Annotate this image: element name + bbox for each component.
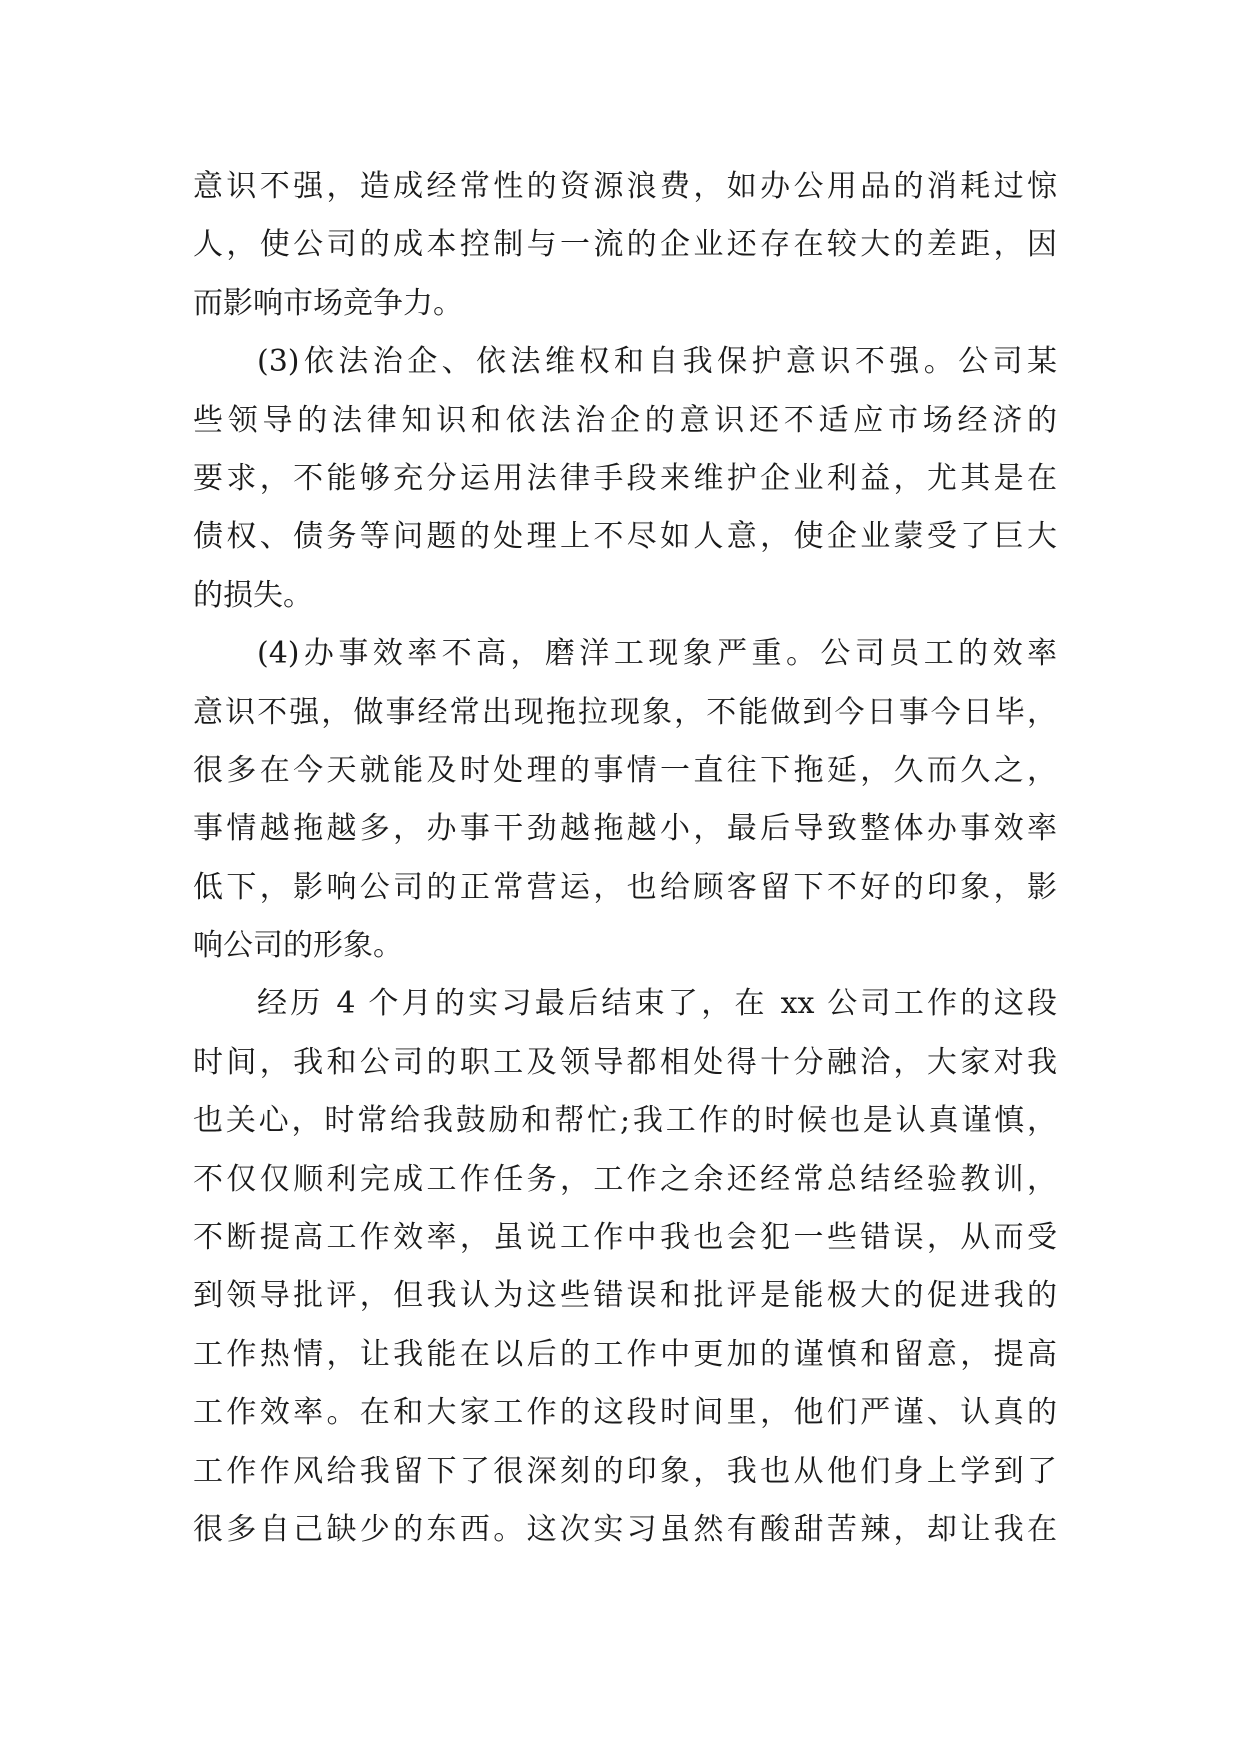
text-line: 也关心，时常给我鼓励和帮忙;我工作的时候也是认真谨慎， [193, 1103, 1057, 1139]
text-line: 事情越拖越多，办事干劲越拖越小，最后导致整体办事效率 [193, 811, 1057, 847]
paragraph-first-line: (4)办事效率不高，磨洋工现象严重。公司员工的效率 [257, 636, 1057, 672]
text-line: 工作热情，让我能在以后的工作中更加的谨慎和留意，提高 [193, 1336, 1057, 1372]
text-line: 意识不强，造成经常性的资源浪费，如办公用品的消耗过惊 [193, 169, 1057, 204]
text-line: 要求，不能够充分运用法律手段来维护企业利益，尤其是在 [193, 460, 1057, 496]
paragraph-first-line: 经历 4 个月的实习最后结束了，在 xx 公司工作的这段 [257, 986, 1057, 1022]
text-line: 响公司的形象。 [193, 928, 403, 964]
text-line: 低下，影响公司的正常营运，也给顾客留下不好的印象，影 [193, 869, 1057, 905]
text-line: 意识不强，做事经常出现拖拉现象，不能做到今日事今日毕， [193, 694, 1057, 730]
text-line: 不仅仅顺利完成工作任务，工作之余还经常总结经验教训， [193, 1161, 1057, 1197]
text-line: 很多自己缺少的东西。这次实习虽然有酸甜苦辣，却让我在 [193, 1511, 1057, 1547]
text-line: 而影响市场竞争力。 [193, 285, 463, 321]
paragraph-first-line: (3)依法治企、依法维权和自我保护意识不强。公司某 [257, 344, 1057, 380]
text-line: 债权、债务等问题的处理上不尽如人意，使企业蒙受了巨大 [193, 519, 1057, 555]
text-line: 些领导的法律知识和依法治企的意识还不适应市场经济的 [193, 402, 1057, 438]
text-line: 工作作风给我留下了很深刻的印象，我也从他们身上学到了 [193, 1453, 1057, 1489]
text-line: 的损失。 [193, 577, 313, 613]
text-line: 人，使公司的成本控制与一流的企业还存在较大的差距，因 [193, 227, 1057, 263]
text-line: 很多在今天就能及时处理的事情一直往下拖延，久而久之， [193, 752, 1057, 788]
text-line: 不断提高工作效率，虽说工作中我也会犯一些错误，从而受 [193, 1220, 1057, 1256]
document-body [193, 158, 1057, 1559]
text-line: 到领导批评，但我认为这些错误和批评是能极大的促进我的 [193, 1278, 1057, 1314]
text-line: 时间，我和公司的职工及领导都相处得十分融洽，大家对我 [193, 1044, 1057, 1080]
text-line: 工作效率。在和大家工作的这段时间里，他们严谨、认真的 [193, 1395, 1057, 1431]
